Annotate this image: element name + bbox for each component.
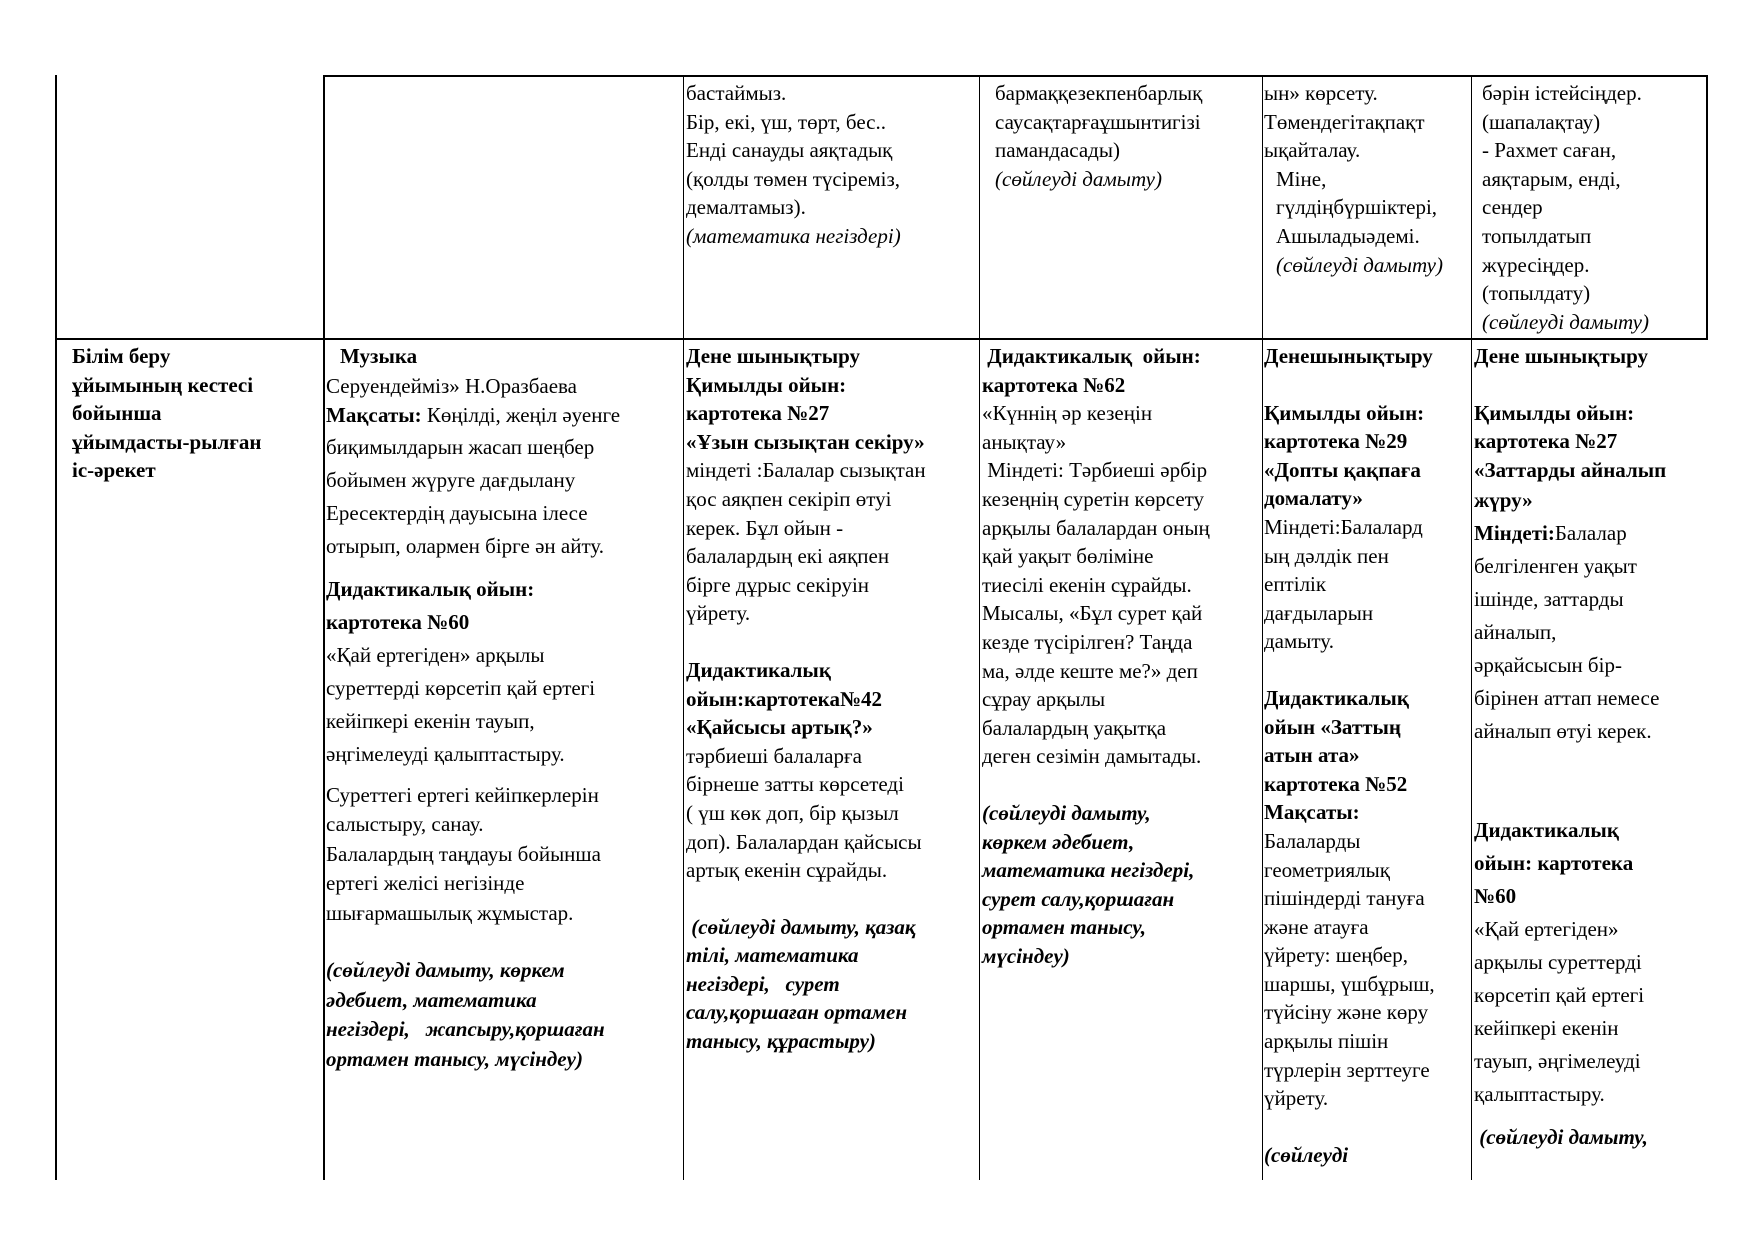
text-line: (шапалақтау) xyxy=(1482,109,1601,134)
text-line: артық екенін сұрайды. xyxy=(686,858,888,883)
text-line: ықайталау. xyxy=(1264,138,1361,163)
game-heading: Дидактикалық ойын: xyxy=(982,344,1201,368)
subject-heading: Музыка xyxy=(340,344,418,368)
top-row-top-border xyxy=(323,75,1708,77)
text-line: (қолды төмен түсіреміз, xyxy=(686,166,901,191)
subject-note: (сөйлеуді дамыту) xyxy=(995,166,1162,191)
subject-heading: Дене шынықтыру xyxy=(1474,344,1649,368)
text-line: шығармашылық жұмыстар. xyxy=(326,900,574,925)
subject-note: (сөйлеуді дамыту, көркем xyxy=(326,958,565,982)
subject-note: (сөйлеуді дамыту, xyxy=(1474,1125,1648,1150)
text-line: «Қай ертегіден» арқылы xyxy=(326,642,545,667)
text-line: ертегі желісі негізінде xyxy=(326,871,525,895)
subject-heading: «Допты қақпаға xyxy=(1264,457,1421,482)
text-line: «Қай ертегіден» xyxy=(1474,917,1619,942)
text-line: Серуендейміз» Н.Оразбаева xyxy=(326,373,577,398)
text-line: үйрету: шеңбер, xyxy=(1264,943,1408,968)
task-text: Балалар xyxy=(1554,521,1627,546)
text-line: айналып өтуі керек. xyxy=(1474,719,1652,744)
row-header-line: ұйымының кестесі xyxy=(72,372,254,397)
subject-note: тілі, математика xyxy=(686,943,859,968)
subject-note: (сөйлеуді xyxy=(1264,1142,1349,1167)
text-line: саусақтарғаұшынтигізі xyxy=(995,109,1201,134)
text-line: Бір, екі, үш, төрт, бес.. xyxy=(686,109,886,134)
text-line: қос аяқпен секіріп өтуі xyxy=(686,486,892,511)
subject-note: ортамен танысу, мүсіндеу) xyxy=(326,1046,583,1071)
text-line: тиесілі екенін сұрайды. xyxy=(982,572,1192,597)
subject-note: (сөйлеуді дамыту, қазақ xyxy=(686,914,916,939)
text-line: дағдыларын xyxy=(1264,600,1374,625)
text-line: Ашыладыәдемі. xyxy=(1276,223,1420,248)
row-header-line: іс-әрекет xyxy=(72,458,156,483)
text-line: Төмендегітақпақт xyxy=(1264,109,1425,134)
monday-activity-cell xyxy=(326,342,682,1074)
text-line: арқылы балалардан оның xyxy=(982,515,1210,540)
text-line: бірге дұрыс секіруін xyxy=(686,572,870,597)
text-line: міндеті :Балалар сызықтан xyxy=(686,458,926,483)
game-heading: Дидактикалық xyxy=(1474,818,1619,843)
row-header-line: ұйымдасты-рылған xyxy=(72,429,262,454)
game-heading: Дидактикалық xyxy=(686,657,831,682)
subject-note: математика негіздері, xyxy=(982,858,1195,883)
text-line: көрсетіп қай ертегі xyxy=(1474,983,1645,1008)
subject-heading: картотека №29 xyxy=(1264,429,1408,454)
text-line: және атауға xyxy=(1264,914,1369,939)
text-line: демалтамыз). xyxy=(686,195,806,220)
text-line: биқимылдарын жасап шеңбер xyxy=(326,434,595,459)
friday-activity-cell xyxy=(1474,342,1706,1154)
text-line: түйсіну және көру xyxy=(1264,1000,1429,1025)
subject-note: негіздері, жапсыру,қоршаған xyxy=(326,1017,605,1041)
goal-text: Көңілді, жеңіл әуенге xyxy=(421,403,621,427)
column-divider-1 xyxy=(323,75,325,1180)
text-line: бойымен жүруге дағдылану xyxy=(326,467,576,492)
text-line: бармаққезекпенбарлық xyxy=(995,81,1203,105)
row-divider xyxy=(55,338,1708,340)
text-line: Балалардың таңдауы бойынша xyxy=(326,841,601,866)
row-header-line: Білім беру xyxy=(72,344,171,368)
text-line: белгіленген уақыт xyxy=(1474,554,1637,579)
text-line: бастаймыз. xyxy=(686,81,787,105)
table-left-border xyxy=(55,75,57,1180)
text-line: ың дәлдік пен xyxy=(1264,543,1389,568)
text-line: арқылы пішін xyxy=(1264,1029,1389,1054)
top-row-col6-cell xyxy=(1482,79,1704,336)
subject-note: салу,қоршаған ортамен xyxy=(686,1000,908,1025)
text-line: үйрету. xyxy=(686,601,751,626)
subject-note: әдебиет, математика xyxy=(326,987,537,1012)
text-line: қалыптастыру. xyxy=(1474,1082,1605,1107)
subject-heading: «Ұзын сызықтан секіру» xyxy=(686,429,925,454)
text-line: суреттерді көрсетіп қай ертегі xyxy=(326,675,596,700)
table-right-border xyxy=(1706,75,1708,340)
text-line: бірнеше затты көрсетеді xyxy=(686,772,904,797)
text-line: отырып, олармен бірге ән айту. xyxy=(326,533,605,558)
game-heading: картотека №52 xyxy=(1264,771,1408,796)
goal-line xyxy=(326,401,682,431)
game-heading: Дидактикалық ойын: xyxy=(326,576,535,601)
subject-note: ортамен танысу, xyxy=(982,915,1146,940)
row-header-line: бойынша xyxy=(72,401,162,426)
subject-heading: Денешынықтыру xyxy=(1264,344,1433,368)
game-heading: «Қайсысы артық?» xyxy=(686,715,873,740)
row-header-cell xyxy=(72,342,320,485)
text-line: (топылдату) xyxy=(1482,281,1591,306)
subject-heading: Қимылды ойын: xyxy=(686,372,847,397)
task-line xyxy=(1474,517,1706,550)
text-line: ма, әлде кеште ме?» деп xyxy=(982,658,1198,683)
text-line: Міндеті: Тәрбиеші әрбір xyxy=(982,458,1208,483)
text-line: керек. Бұл ойын - xyxy=(686,515,844,540)
subject-heading: Дене шынықтыру xyxy=(686,344,861,368)
text-line: тәрбиеші балаларға xyxy=(686,743,862,768)
text-line: ішінде, заттарды xyxy=(1474,587,1624,612)
text-line: балалардың уақытқа xyxy=(982,715,1167,740)
text-line: кезеңнің суретін көрсету xyxy=(982,486,1205,511)
text-line: шаршы, үшбұрыш, xyxy=(1264,971,1435,996)
top-row-col3-cell xyxy=(686,79,976,251)
subject-note: (сөйлеуді дамыту) xyxy=(1482,309,1649,334)
game-heading: атын ата» xyxy=(1264,743,1360,768)
text-line: бәрін істейсіңдер. xyxy=(1482,81,1642,105)
column-divider-3 xyxy=(979,75,980,1180)
text-line: Балаларды xyxy=(1264,828,1361,853)
game-heading: Мақсаты: xyxy=(1264,800,1360,825)
text-line: Ересектердің дауысына ілесе xyxy=(326,500,588,525)
top-row-col5-cell xyxy=(1264,79,1470,279)
subject-note: сурет салу,қоршаған xyxy=(982,886,1175,911)
subject-heading: Қимылды ойын: xyxy=(1474,400,1635,425)
text-line: Енді санауды аяқтадық xyxy=(686,138,893,163)
game-heading: Дидактикалық xyxy=(1264,685,1409,710)
subject-note: негіздері, сурет xyxy=(686,971,840,996)
column-divider-4 xyxy=(1262,75,1263,1180)
tuesday-activity-cell xyxy=(686,342,978,1056)
text-line: гүлдіңбүршіктері, xyxy=(1276,195,1438,220)
text-line: топылдатып xyxy=(1482,223,1592,248)
text-line: памандасады) xyxy=(995,138,1120,163)
text-line: аяқтарым, енді, xyxy=(1482,166,1621,191)
game-heading: ойын «Заттың xyxy=(1264,714,1402,739)
subject-heading: домалату» xyxy=(1264,486,1363,511)
thursday-activity-cell xyxy=(1264,342,1470,1169)
subject-note: (сөйлеуді дамыту, xyxy=(982,800,1151,825)
column-divider-5 xyxy=(1471,75,1472,1180)
game-heading: №60 xyxy=(1474,884,1517,909)
game-heading: картотека №60 xyxy=(326,609,470,634)
text-line: бірінен аттап немесе xyxy=(1474,686,1660,711)
text-line: кезде түсірілген? Таңда xyxy=(982,629,1193,654)
text-line: Суреттегі ертегі кейіпкерлерін xyxy=(326,782,599,807)
game-heading: ойын:картотека№42 xyxy=(686,686,883,711)
text-line: арқылы суреттерді xyxy=(1474,950,1642,975)
text-line: әңгімелеуді қалыптастыру. xyxy=(326,741,565,766)
text-line: сұрау арқылы xyxy=(982,687,1106,712)
subject-heading: Қимылды ойын: xyxy=(1264,400,1425,425)
top-row-col4-cell xyxy=(995,79,1260,193)
text-line: үйрету. xyxy=(1264,1086,1329,1111)
text-line: әрқайсысын бір- xyxy=(1474,653,1622,678)
text-line: түрлерін зерттеуге xyxy=(1264,1057,1430,1082)
text-line: дамыту. xyxy=(1264,629,1334,654)
wednesday-activity-cell xyxy=(982,342,1260,970)
subject-heading: жүру» xyxy=(1474,488,1533,513)
text-line: кейіпкері екенін тауып, xyxy=(326,708,535,733)
text-line: доп). Балалардан қайсысы xyxy=(686,829,922,854)
text-line: ( үш көк доп, бір қызыл xyxy=(686,800,899,825)
text-line: «Күннің әр кезеңін xyxy=(982,401,1153,426)
subject-heading: «Заттарды айналып xyxy=(1474,457,1667,482)
subject-heading: картотека №27 xyxy=(1474,429,1618,454)
text-line: сендер xyxy=(1482,195,1543,220)
column-divider-2 xyxy=(683,75,684,1180)
text-line: деген сезімін дамытады. xyxy=(982,744,1202,769)
text-line: Міне, xyxy=(1276,166,1327,191)
text-line: кейіпкері екенін xyxy=(1474,1016,1619,1041)
text-line: салыстыру, санау. xyxy=(326,812,484,836)
text-line: қай уақыт бөліміне xyxy=(982,544,1154,569)
subject-note: танысу, құрастыру) xyxy=(686,1029,876,1054)
subject-heading: картотека №27 xyxy=(686,401,830,426)
text-line: балалардың екі аяқпен xyxy=(686,544,890,569)
text-line: жүресіңдер. xyxy=(1482,252,1590,277)
game-heading: ойын: картотека xyxy=(1474,851,1634,876)
subject-note: мүсіндеу) xyxy=(982,943,1070,968)
text-line: тауып, әңгімелеуді xyxy=(1474,1049,1641,1074)
subject-note: (математика негіздері) xyxy=(686,223,901,248)
task-label: Міндеті: xyxy=(1474,521,1555,546)
text-line: геометриялық xyxy=(1264,857,1390,882)
text-line: айналып, xyxy=(1474,620,1557,645)
subject-note: (сөйлеуді дамыту) xyxy=(1276,252,1443,277)
text-line: ептілік xyxy=(1264,572,1327,597)
subject-note: көркем әдебиет, xyxy=(982,829,1135,854)
goal-label: Мақсаты: xyxy=(326,403,422,427)
text-line: - Рахмет саған, xyxy=(1482,138,1617,163)
text-line: пішіндерді тануға xyxy=(1264,886,1425,911)
text-line: Міндеті:Балалард xyxy=(1264,514,1423,539)
text-line: анықтау» xyxy=(982,429,1067,454)
text-line: ын» көрсету. xyxy=(1264,81,1378,105)
text-line: Мысалы, «Бұл сурет қай xyxy=(982,601,1203,626)
game-heading: картотека №62 xyxy=(982,372,1126,397)
